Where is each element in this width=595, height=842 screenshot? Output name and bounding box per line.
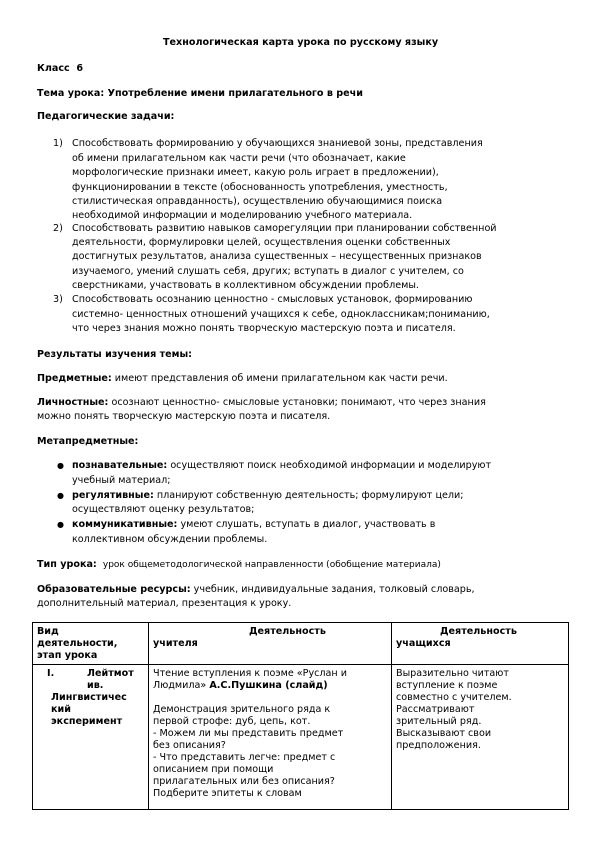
task-line: Способствовать формированию у обучающихся знаниевой зоны, представления: [72, 138, 483, 149]
lesson-type: [37, 559, 441, 571]
table-row: [33, 665, 569, 810]
stage-number: I.: [47, 668, 55, 679]
resources-cont: дополнительный материал, презентация к уроку.: [37, 598, 292, 609]
teacher-line: - Можем ли мы представить предмет: [153, 728, 344, 739]
stage-line: кий: [51, 704, 71, 715]
header-line: учителя: [153, 638, 198, 649]
personal-value: осознают ценностно- смысловые установки; понимают, что через знания: [111, 397, 486, 408]
subject-value: имеют представления об имени прилагательном как части речи.: [114, 373, 448, 384]
header-line: этап урока: [37, 650, 98, 661]
stage-line: Лейтмот: [87, 668, 134, 679]
students-line: зрительный ряд.: [396, 716, 482, 727]
meta-item: [72, 460, 491, 472]
teacher-line-part: Людмила»: [153, 680, 210, 691]
teacher-line: прилагательных или без описания?: [153, 776, 335, 787]
topic-value: Употребление имени прилагательного в речи: [107, 88, 363, 99]
meta-item-label: коммуникативные:: [72, 519, 178, 530]
meta-item-value: осуществляют поиск необходимой информации и моделируют: [170, 460, 492, 471]
table-header-row: [33, 623, 569, 665]
tasks-heading: Педагогические задачи:: [37, 111, 175, 122]
stage-line: Лингвистичес: [51, 692, 127, 703]
teacher-line: Чтение вступления к поэме «Руслан и: [153, 668, 347, 679]
stage-line: эксперимент: [51, 716, 123, 727]
teacher-cell: [149, 665, 392, 810]
teacher-line: Подберите эпитеты к словам: [153, 788, 302, 799]
meta-item-cont: учебный материал;: [72, 475, 171, 486]
meta-item: [72, 519, 435, 531]
resources-value: учебник, индивидуальные задания, толковый словарь,: [193, 584, 475, 595]
students-cell: [392, 665, 569, 810]
task-line: системно- ценностных отношений учащихся к себе, одноклассникам;пониманию,: [72, 309, 490, 320]
class-value: 6: [76, 63, 84, 74]
task-line: сверстниками, участвовать в коллективном обсуждении проблемы.: [72, 280, 419, 291]
meta-item: [72, 490, 463, 502]
personal-value-cont: можно понять творческую мастерскую поэта и писателя.: [37, 411, 331, 422]
bullet-icon: ●: [57, 520, 64, 529]
teacher-line: первой строфе: дуб, цепь, кот.: [153, 716, 311, 727]
teacher-line: [153, 680, 387, 692]
task-line: Способствовать развитию навыков саморегуляции при планировании собственной: [72, 223, 497, 234]
task-line: необходимой информации и моделированию учебного материала.: [72, 210, 413, 221]
students-line: вступление к поэме: [396, 680, 498, 691]
header-stage: [33, 623, 149, 665]
header-line: деятельности,: [37, 638, 118, 649]
task-number: 3): [53, 294, 63, 305]
task-line: функционировании в тексте (обоснованность употребления, уместность,: [72, 182, 448, 193]
teacher-line-bold: А.С.Пушкина (слайд): [209, 680, 328, 691]
students-line: Рассматривают: [396, 704, 475, 715]
task-line: стилистическая оправданность), осуществлению обучающимися поиска: [72, 196, 443, 207]
meta-item-label: познавательные:: [72, 460, 168, 471]
header-line: Деятельность: [440, 626, 517, 637]
class-label: Класс: [37, 63, 70, 74]
teacher-line: Демонстрация зрительного ряда к: [153, 704, 331, 715]
class-line: [37, 63, 83, 75]
meta-item-label: регулятивные:: [72, 490, 154, 501]
students-line: Выразительно читают: [396, 668, 509, 679]
topic-label: Тема урока:: [37, 88, 105, 99]
task-number: 1): [53, 138, 63, 149]
students-line: предположения.: [396, 740, 481, 751]
meta-heading: Метапредметные:: [37, 436, 139, 447]
results-heading: Результаты изучения темы:: [37, 349, 192, 360]
header-line: Деятельность: [249, 626, 326, 637]
lesson-type-label: Тип урока:: [37, 559, 97, 570]
personal-results: [37, 397, 486, 409]
resources-label: Образовательные ресурсы:: [37, 584, 191, 595]
students-line: Высказывают свои: [396, 728, 492, 739]
meta-item-value: умеют слушать, вступать в диалог, участвовать в: [180, 519, 436, 530]
teacher-line: - Что представить легче: предмет с: [153, 752, 336, 763]
personal-label: Личностные:: [37, 397, 109, 408]
teacher-line: описанием при помощи: [153, 764, 274, 775]
header-teacher: [149, 623, 392, 665]
lesson-table: [32, 622, 569, 810]
document-title: Технологическая карта урока по русскому языку: [163, 37, 439, 48]
header-line: учащихся: [396, 638, 451, 649]
task-line: что через знания можно понять творческую мастерскую поэта и писателя.: [72, 323, 456, 334]
task-line: достигнутых результатов, анализа существенных – несущественных признаков: [72, 251, 482, 262]
task-line: об имени прилагательном как части речи (что обозначает, какие: [72, 153, 406, 164]
bullet-icon: ●: [57, 461, 64, 470]
task-line: морфологические признаки имеет, какую роль играет в предложении),: [72, 167, 439, 178]
header-line: Вид: [37, 626, 59, 637]
meta-item-value: планируют собственную деятельность; формулируют цели;: [156, 490, 464, 501]
header-students: [392, 623, 569, 665]
stage-line: ив.: [87, 680, 104, 691]
subject-results: [37, 373, 448, 385]
task-line: изучаемого, умений слушать себя, других; вступать в диалог с учителем, со: [72, 266, 464, 277]
meta-item-cont: коллективном обсуждении проблемы.: [72, 534, 268, 545]
meta-item-cont: осуществляют оценку результатов;: [72, 504, 255, 515]
bullet-icon: ●: [57, 491, 64, 500]
topic-line: [37, 88, 363, 100]
subject-label: Предметные:: [37, 373, 112, 384]
task-number: 2): [53, 223, 63, 234]
lesson-type-value: урок общеметодологической направленности (обобщение материала): [102, 560, 441, 570]
task-line: Способствовать осознанию ценностно - смысловых установок, формированию: [72, 294, 473, 305]
resources: [37, 584, 475, 596]
task-line: деятельности, формулировки целей, осуществления оценки собственных: [72, 237, 451, 248]
stage-cell: [33, 665, 149, 810]
teacher-line: без описания?: [153, 740, 226, 751]
students-line: совместно с учителем.: [396, 692, 512, 703]
